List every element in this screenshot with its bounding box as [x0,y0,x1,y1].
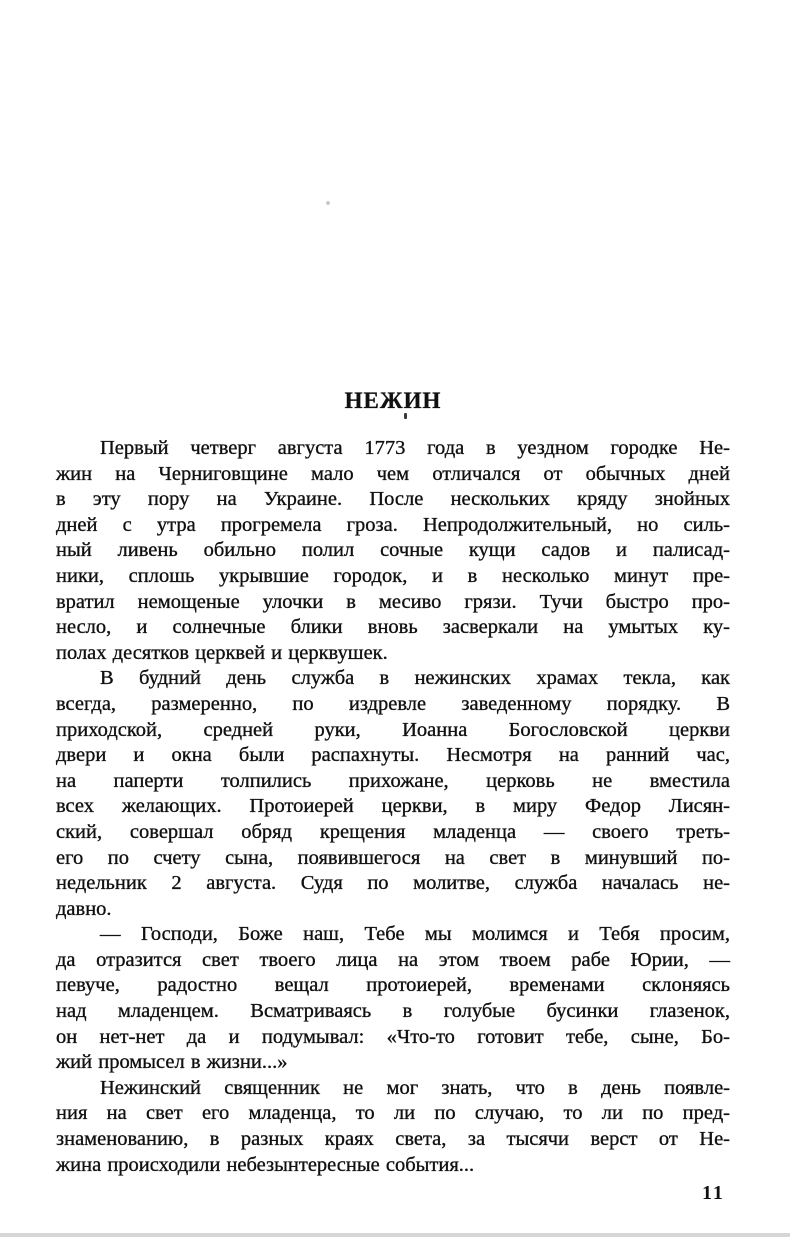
text-line: ния на свет его младенца, то ли по случаю, то ли по пред- [56,1102,730,1125]
text-line: ный ливень обильно полил сочные кущи садов и палисад- [56,539,730,562]
text-line: недельник 2 августа. Судя по молитве, служба началась не- [56,872,730,895]
text-line: да отразится свет твоего лица на этом твоем рабе Юрии, — [56,948,730,971]
text-line: всегда, размеренно, по издревле заведенному порядку. В [56,692,730,715]
text-line: двери и окна были распахнуты. Несмотря на ранний час, [56,744,730,767]
text-line: Первый четверг августа 1773 года в уездном городке Не- [100,437,730,459]
paragraph [56,1076,730,1178]
text-line: несло, и солнечные блики вновь засверкали на умытых ку- [56,616,730,639]
text-line: жий промысел в жизни...» [56,1051,288,1074]
print-speck [404,413,407,419]
text-line: приходской, средней руки, Иоанна Богословской церкви [56,718,730,741]
text-line: всех желающих. Протоиерей церкви, в миру Федор Лисян- [56,795,730,818]
paragraph [56,922,730,1076]
text-line: ники, сплошь укрывшие городок, и в несколько минут пре- [56,564,730,587]
text-line: жина происходили небезынтересные события... [56,1153,475,1176]
body-text [56,436,730,1178]
text-line: в эту пору на Украине. После нескольких кряду знойных [56,488,730,511]
text-line: вратил немощеные улочки в месиво грязи. Тучи быстро про- [56,590,730,613]
text-line: Нежинский священник не мог знать, что в день появле- [100,1076,730,1099]
text-line: давно. [56,897,112,920]
text-line: он нет-нет да и подумывал: «Что-то готовит тебе, сыне, Бо- [56,1025,730,1048]
text-line: полах десятков церквей и церквушек. [56,641,388,664]
paragraph [56,666,730,922]
paragraph [56,436,730,666]
text-line: на паперти толпились прихожане, церковь не вместила [56,769,730,792]
scan-edge [0,1233,790,1237]
page-number: 11 [702,1182,725,1204]
text-line: ский, совершал обряд крещения младенца — своего треть- [56,820,730,843]
print-speck [326,201,330,205]
text-line: певуче, радостно вещал протоиерей, временами склоняясь [56,974,730,997]
text-line: жин на Черниговщине мало чем отличался от обычных дней [56,462,730,485]
text-line: — Господи, Боже наш, Тебе мы молимся и Тебя просим, [100,923,730,946]
text-line: знаменованию, в разных краях света, за тысячи верст от Не- [56,1128,730,1151]
text-line: над младенцем. Всматриваясь в голубые бусинки глазенок, [56,1000,730,1023]
text-line: его по счету сына, появившегося на свет в минувший по- [56,846,730,869]
text-line: В будний день служба в нежинских храмах текла, как [100,667,730,690]
chapter-title: НЕЖИН [344,388,442,413]
text-line: дней с утра прогремела гроза. Непродолжительный, но силь- [56,513,730,536]
